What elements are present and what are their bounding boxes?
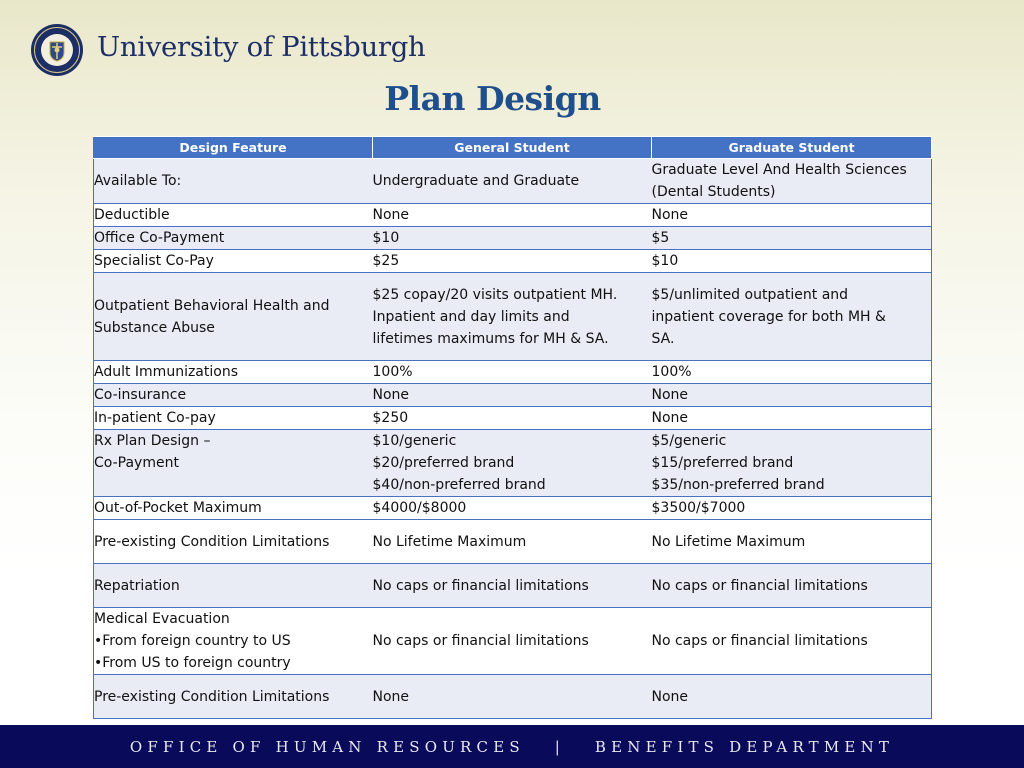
page-title: Plan Design <box>384 79 601 118</box>
table-row <box>94 361 932 384</box>
general-student-cell: $10/generic $20/preferred brand $40/non-preferred brand <box>373 430 652 497</box>
general-student-cell: $25 <box>373 250 652 273</box>
graduate-student-cell: $3500/$7000 <box>652 497 932 520</box>
feature-cell: Out-of-Pocket Maximum <box>94 497 373 520</box>
table-row <box>94 204 932 227</box>
graduate-student-cell: None <box>652 384 932 407</box>
general-student-cell: $4000/$8000 <box>373 497 652 520</box>
table-row <box>94 159 932 204</box>
feature-cell: Deductible <box>94 204 373 227</box>
feature-cell: Available To: <box>94 159 373 204</box>
feature-cell: Pre-existing Condition Limitations <box>94 675 373 719</box>
general-student-cell: No caps or financial limitations <box>373 608 652 675</box>
feature-cell: Repatriation <box>94 564 373 608</box>
table-row <box>94 675 932 719</box>
general-student-cell: No Lifetime Maximum <box>373 520 652 564</box>
graduate-student-cell: $5/generic $15/preferred brand $35/non-preferred brand <box>652 430 932 497</box>
general-student-cell: 100% <box>373 361 652 384</box>
feature-cell: Adult Immunizations <box>94 361 373 384</box>
table-row <box>94 497 932 520</box>
feature-cell: Outpatient Behavioral Health and Substance Abuse <box>94 273 373 361</box>
university-wordmark: University of Pittsburgh <box>97 31 426 63</box>
general-student-cell: Undergraduate and Graduate <box>373 159 652 204</box>
table-row <box>94 608 932 675</box>
graduate-student-cell: None <box>652 675 932 719</box>
table-row <box>94 520 932 564</box>
general-student-cell: $10 <box>373 227 652 250</box>
table-row <box>94 273 932 361</box>
column-header-design-feature: Design Feature <box>94 137 373 159</box>
feature-cell: Rx Plan Design – Co-Payment <box>94 430 373 497</box>
feature-cell: Office Co-Payment <box>94 227 373 250</box>
feature-cell: Pre-existing Condition Limitations <box>94 520 373 564</box>
feature-cell: Specialist Co-Pay <box>94 250 373 273</box>
general-student-cell: None <box>373 675 652 719</box>
table-row <box>94 564 932 608</box>
table-row <box>94 407 932 430</box>
graduate-student-cell: $10 <box>652 250 932 273</box>
general-student-cell: No caps or financial limitations <box>373 564 652 608</box>
table-row <box>94 250 932 273</box>
feature-cell: In-patient Co-pay <box>94 407 373 430</box>
graduate-student-cell: None <box>652 204 932 227</box>
table-row <box>94 430 932 497</box>
graduate-student-cell: No caps or financial limitations <box>652 608 932 675</box>
footer-text: OFFICE OF HUMAN RESOURCES | BENEFITS DEPARTMENT <box>129 737 895 756</box>
feature-cell: Medical Evacuation •From foreign country to US •From US to foreign country <box>94 608 373 675</box>
plan-design-table <box>93 136 932 719</box>
general-student-cell: None <box>373 384 652 407</box>
footer-banner <box>0 725 1024 768</box>
table-row <box>94 384 932 407</box>
graduate-student-cell: No Lifetime Maximum <box>652 520 932 564</box>
graduate-student-cell: None <box>652 407 932 430</box>
graduate-student-cell: No caps or financial limitations <box>652 564 932 608</box>
graduate-student-cell: Graduate Level And Health Sciences (Dental Students) <box>652 159 932 204</box>
general-student-cell: None <box>373 204 652 227</box>
graduate-student-cell: $5 <box>652 227 932 250</box>
graduate-student-cell: 100% <box>652 361 932 384</box>
graduate-student-cell: $5/unlimited outpatient and inpatient coverage for both MH & SA. <box>652 273 932 361</box>
column-header-general-student: General Student <box>373 137 652 159</box>
column-header-graduate-student: Graduate Student <box>652 137 932 159</box>
university-seal-logo <box>30 23 84 77</box>
table-row <box>94 227 932 250</box>
feature-cell: Co-insurance <box>94 384 373 407</box>
general-student-cell: $250 <box>373 407 652 430</box>
general-student-cell: $25 copay/20 visits outpatient MH. Inpatient and day limits and lifetimes maximums for MH & SA. <box>373 273 652 361</box>
table-header <box>94 137 932 159</box>
